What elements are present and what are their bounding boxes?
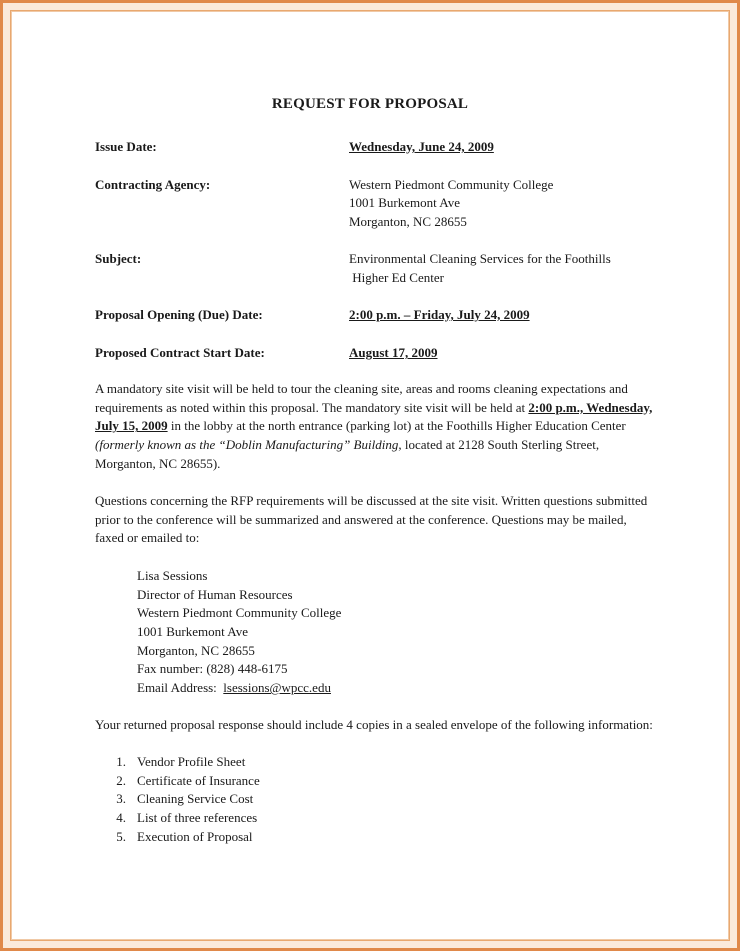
- list-item-label: Certificate of Insurance: [137, 772, 260, 788]
- questions-paragraph: Questions concerning the RFP requirements will be discussed at the site visit. Written questions submitted prior to the conference will be summarized and answered at the conference. Questions may be mailed, faxed or emailed to:: [95, 493, 648, 546]
- list-item-number: 2.: [116, 772, 126, 788]
- list-item-number: 3.: [116, 791, 126, 807]
- agency-line: Western Piedmont Community College: [349, 177, 554, 192]
- site-visit-text: A mandatory site visit will be held to tour the cleaning site, areas and rooms cleaning expectations and requirements as noted within this proposal. The mandatory site visit will be held at: [95, 381, 628, 415]
- list-item-number: 4.: [116, 810, 126, 826]
- list-item-number: 1.: [116, 754, 126, 769]
- list-item-number: 5.: [116, 828, 126, 844]
- email-label: Email Address:: [137, 680, 224, 696]
- contact-city: Morganton, NC 28655: [137, 642, 255, 658]
- contact-street: 1001 Burkemont Ave: [137, 624, 248, 640]
- subject-line: Higher Ed Center: [349, 270, 444, 285]
- contact-position: Director of Human Resources: [137, 586, 293, 602]
- response-paragraph: Your returned proposal response should include 4 copies in a sealed envelope of the following information:: [95, 717, 653, 732]
- list-item-label: Vendor Profile Sheet: [137, 754, 246, 769]
- agency-line: 1001 Burkemont Ave: [349, 195, 460, 210]
- subject-line: Environmental Cleaning Services for the Foothills: [349, 251, 611, 266]
- contact-email-row: [137, 679, 341, 698]
- opening-date-value: 2:00 p.m. – Friday, July 24, 2009: [349, 307, 530, 322]
- contact-name: Lisa Sessions: [137, 568, 208, 583]
- contracting-agency-label: Contracting Agency:: [95, 177, 211, 192]
- site-visit-text: in the lobby at the north entrance (parking lot) at the Foothills Higher Education Center: [167, 418, 626, 434]
- subject-label: Subject:: [95, 251, 142, 266]
- issue-date-value: Wednesday, June 24, 2009: [349, 139, 494, 154]
- site-visit-paragraph: [95, 380, 655, 474]
- issue-date-label: Issue Date:: [95, 139, 157, 154]
- list-item-label: List of three references: [137, 810, 258, 826]
- contact-fax: Fax number: (828) 448-6175: [137, 661, 288, 677]
- contact-block: [137, 567, 341, 698]
- email-link[interactable]: lsessions@wpcc.edu: [223, 680, 331, 696]
- agency-line: Morganton, NC 28655: [349, 214, 467, 229]
- start-date-value: August 17, 2009: [349, 345, 438, 360]
- start-date-label: Proposed Contract Start Date:: [95, 345, 265, 360]
- site-visit-text: , located at 2128 South Sterling Street, Morganton, NC 28655).: [95, 437, 600, 471]
- opening-date-label: Proposal Opening (Due) Date:: [95, 307, 263, 322]
- contact-organization: Western Piedmont Community College: [137, 605, 342, 621]
- list-item-label: Execution of Proposal: [137, 828, 253, 844]
- document-title: REQUEST FOR PROPOSAL: [271, 96, 469, 112]
- site-visit-former-name: (formerly known as the “Doblin Manufacturing” Building: [95, 437, 399, 453]
- site-visit-datetime: 2:00 p.m., Wednesday, July 15, 2009: [95, 399, 653, 434]
- list-item-label: Cleaning Service Cost: [137, 791, 254, 807]
